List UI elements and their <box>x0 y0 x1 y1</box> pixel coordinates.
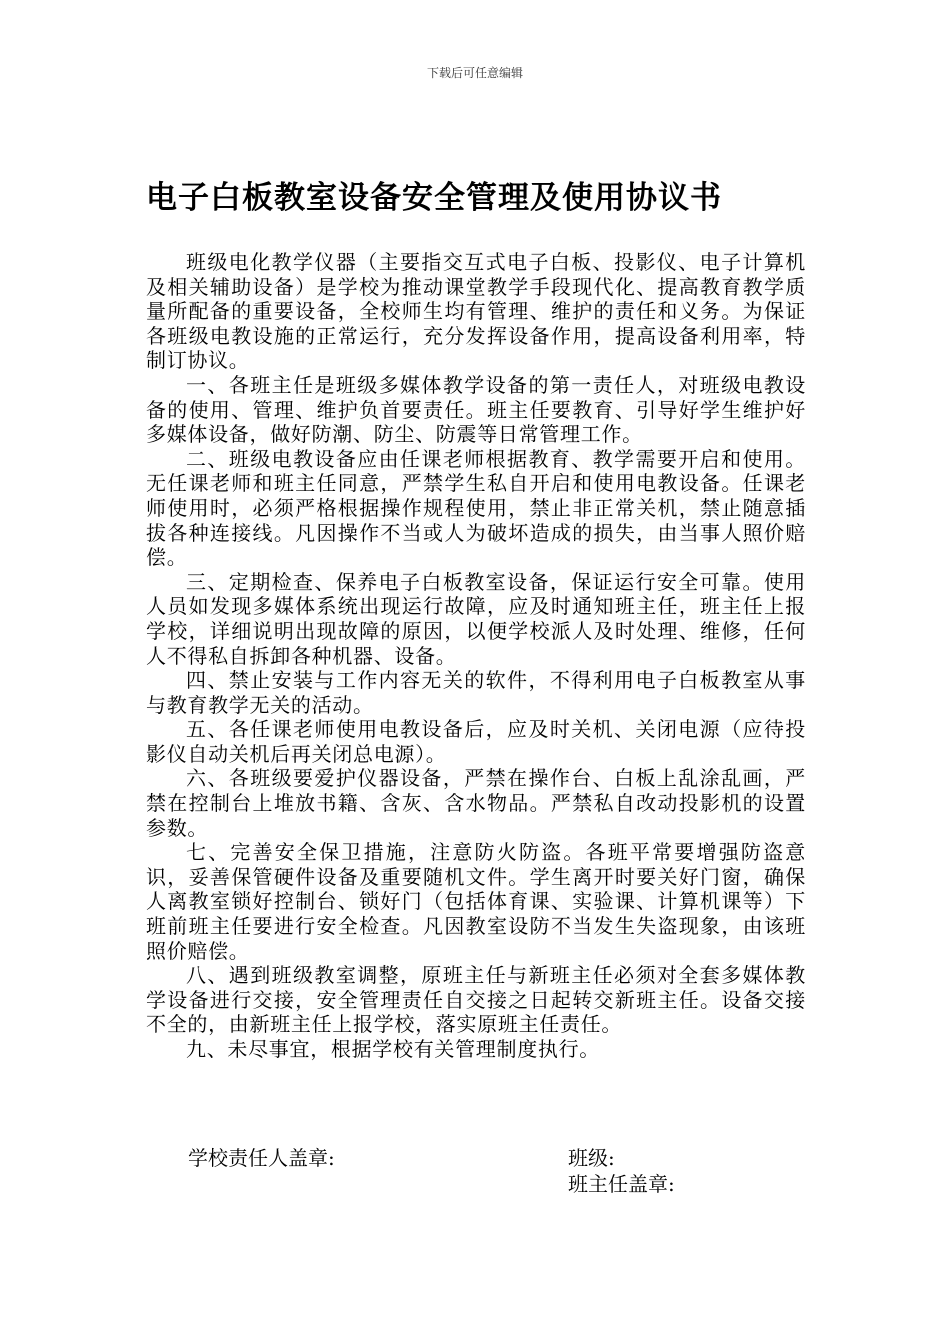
clause-9: 九、未尽事宜，根据学校有关管理制度执行。 <box>186 1037 600 1061</box>
document-title: 电子白板教室设备安全管理及使用协议书 <box>146 180 722 216</box>
header-note: 下载后可任意编辑 <box>426 66 523 80</box>
clause-5: 五、各任课老师使用电教设备后，应及时关机、关闭电源（应待投影仪自动关机后再关闭总电源）。 <box>146 717 806 766</box>
head-teacher-seal-label: 班主任盖章: <box>568 1172 675 1196</box>
intro-paragraph: 班级电化教学仪器（主要指交互式电子白板、投影仪、电子计算机及相关辅助设备）是学校为推动课堂教学手段现代化、提高教育教学质量所配备的重要设备，全校师生均有管理、维护的责任和义务。为保证各班级电教设施的正常运行，充分发挥设备作用，提高设备利用率，特制订协议。 <box>146 250 806 373</box>
clause-1: 一、各班主任是班级多媒体教学设备的第一责任人，对班级电教设备的使用、管理、维护负首要责任。班主任要教育、引导好学生维护好多媒体设备，做好防潮、防尘、防震等日常管理工作。 <box>146 372 806 447</box>
document-body <box>146 250 806 1062</box>
clause-8: 八、遇到班级教室调整，原班主任与新班主任必须对全套多媒体教学设备进行交接，安全管理责任自交接之日起转交新班主任。设备交接不全的，由新班主任上报学校，落实原班主任责任。 <box>146 963 806 1037</box>
class-label: 班级: <box>568 1146 615 1170</box>
clause-7: 七、完善安全保卫措施，注意防火防盗。各班平常要增强防盗意识，妥善保管硬件设备及重要随机文件。学生离开时要关好门窗，确保人离教室锁好控制台、锁好门（包括体育课、实验课、计算机课等）下班前班主任要进行安全检查。凡因教室设防不当发生失盗现象，由该班照价赔偿。 <box>146 840 806 963</box>
school-seal-label: 学校责任人盖章: <box>188 1146 335 1170</box>
clause-3: 三、定期检查、保养电子白板教室设备，保证运行安全可靠。使用人员如发现多媒体系统出现运行故障，应及时通知班主任，班主任上报学校，详细说明出现故障的原因，以便学校派人及时处理、维修，任何人不得私自拆卸各种机器、设备。 <box>146 569 806 668</box>
clause-6: 六、各班级要爱护仪器设备，严禁在操作台、白板上乱涂乱画，严禁在控制台上堆放书籍、含灰、含水物品。严禁私自改动投影机的设置参数。 <box>146 766 806 840</box>
clause-2: 二、班级电教设备应由任课老师根据教育、教学需要开启和使用。无任课老师和班主任同意，严禁学生私自开启和使用电教设备。任课老师使用时，必须严格根据操作规程使用，禁止非正常关机，禁止随意插拔各种连接线。凡因操作不当或人为破坏造成的损失，由当事人照价赔偿。 <box>146 446 806 570</box>
clause-4: 四、禁止安装与工作内容无关的软件，不得利用电子白板教室从事与教育教学无关的活动。 <box>146 668 806 717</box>
